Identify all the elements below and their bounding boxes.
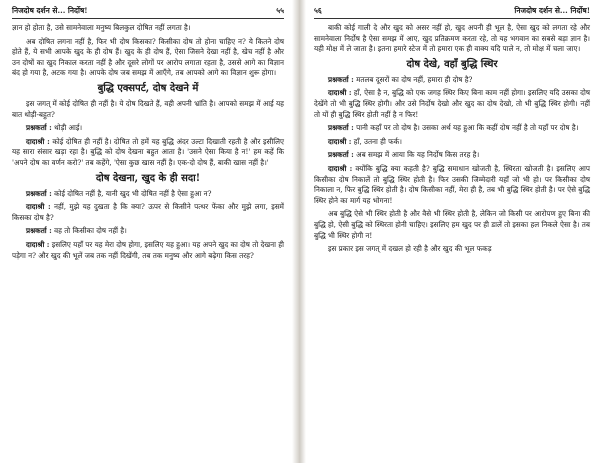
left-dialogue-q2 xyxy=(12,189,284,200)
left-dialogue-a3 xyxy=(12,240,284,261)
dialogue-text: अब समझ में आया कि यह निर्दोष किस तरह है। xyxy=(356,150,480,160)
dialogue-text: पानी कहाँ पर तो दोष है। उसका अर्थ यह हुआ कि कहीं दोष नहीं है तो यहाँ पर दोष है। xyxy=(356,123,579,133)
right-dialogue-q1 xyxy=(314,75,590,86)
dialogue-text: कोई दोषित ही नहीं है। दोषित तो हमें यह बुद्धि अंदर उल्टा दिखाती रहती है और इसीलिए यह सारा संसार खड़ा रहा है। बुद्धि को दोष देखना बहुत आता है। 'उसने ऐसा किया है न!' हम कहें कि 'अपने दोष का वर्णन करो?' तब कहेंगे, 'ऐसा कुछ खास नहीं है। एक-दो दोष हैं, बाकी खास नहीं है।' xyxy=(12,136,284,167)
right-dialogue-a1 xyxy=(314,88,590,120)
left-dialogue-a1 xyxy=(12,137,284,169)
dialogue-text: हाँ, उतना ही फर्क। xyxy=(353,136,402,146)
left-paragraph-2: अब दोषित लगना नहीं है, फिर भी दोष किसका? किसीका दोष तो होना चाहिए न? ये कितने दोष होते हैं, ये सभी आपके खुद के ही दोष हैं। खुद के ही दोष हैं, ऐसा जिसने देखा नहीं है, खेच नहीं है और उन दोषों का खुद निकाल करता नहीं है और दूसरे लोगों पर आरोप लगाता रहता है, उससे आगे का विज्ञान बंद हो गया है, अटक गया है। आपके दोष जब समझ में आएँगे, तब आपको आगे का विज्ञान शुरू होगा। xyxy=(12,36,284,78)
speaker-label: दादाश्री : xyxy=(328,136,352,146)
right-heading-1: दोष देखे, वहाँ बुद्धि स्थिर xyxy=(406,58,498,70)
right-page-header xyxy=(314,6,590,19)
dialogue-text: वह तो किसीका दोष नहीं है। xyxy=(54,226,127,236)
speaker-label: प्रश्नकर्ता : xyxy=(26,188,52,198)
dialogue-text: थोड़ी आई। xyxy=(54,123,83,133)
right-paragraph-3: इस प्रकार इस जगत् में दखल हो रही है और खुद की भूल फकड़ xyxy=(328,244,492,254)
speaker-label: प्रश्नकर्ता : xyxy=(328,123,354,133)
right-dialogue-q2 xyxy=(314,123,590,134)
left-paragraph-3: इस जगत् में कोई दोषित ही नहीं है। ये दोष दिखते हैं, वही अपनी भ्रांति है। आपको समझ में आई यह बात थोड़ी-बहुत? xyxy=(12,98,284,119)
speaker-label: प्रश्नकर्ता : xyxy=(328,150,354,160)
dialogue-text: क्योंकि बुद्धि क्या कहती है? बुद्धि समाधान खोजती है, स्थिरता खोजती है। इसलिए आप किसीका दोष निकालें तो बुद्धि स्थिर होती है। फिर उसकी जिम्मेदारी यहाँ जो भी हो। पर किसीका दोष निकाला न, फिर बुद्धि स्थिर होती है। दोष किसीका नहीं, मेरा ही है, तब भी बुद्धि स्थिर होती है। पर ऐसे बुद्धि स्थिर होने का मार्ग यह भोगना! xyxy=(314,163,590,205)
left-page xyxy=(0,0,292,463)
left-header-title: निजदोष दर्शन से... निर्दोष! xyxy=(12,6,88,15)
speaker-label: प्रश्नकर्ता : xyxy=(26,123,52,133)
left-paragraph-1: ज्ञान हो होता है, उसे सामनेवाला मनुष्य बिलकुल दोषित नहीं लगता है। xyxy=(12,23,191,32)
right-dialogue-a2 xyxy=(314,137,590,148)
right-dialogue-a3 xyxy=(314,164,590,206)
left-dialogue-q3 xyxy=(12,226,284,237)
right-page-number: ५६ xyxy=(314,6,322,15)
right-dialogue-q3 xyxy=(314,150,590,161)
dialogue-text: कोई दोषित नहीं है, यानी खुद भी दोषित नहीं है ऐसा हुआ न? xyxy=(54,188,212,198)
speaker-label: प्रश्नकर्ता : xyxy=(328,74,354,84)
dialogue-text: इसलिए यहाँ पर यह मेरा दोष होगा, इसलिए यह हुआ। यह अपने खुद का दोष तो देखना ही पड़ेगा न? और खुद की भूलें जब तक नहीं दिखेंगी, तब तक मनुष्य और आगे बढ़ेगा किस तरह? xyxy=(12,239,284,260)
speaker-label: प्रश्नकर्ता : xyxy=(26,226,52,236)
left-heading-1: बुद्धि एक्सपर्ट, दोष देखने में xyxy=(97,82,199,94)
speaker-label: दादाश्री : xyxy=(26,136,50,146)
dialogue-text: हाँ, ऐसा है न, बुद्धि को एक जगह स्थिर किए बिना काम नहीं होगा। इसलिए यदि उसका दोष देखेंगे तो भी बुद्धि स्थिर होगी। और उसे निर्दोष देखो और खुद का दोष देखो, तो भी बुद्धि स्थिर होगी। नहीं तो यों ही बुद्धि स्थिर होती नहीं है न फिर! xyxy=(314,88,591,119)
right-header-title: निजदोष दर्शन से... निर्दोष! xyxy=(514,6,590,15)
right-paragraph-1: बाकी कोई गाली दे और खुद को असर नहीं हो, खुद अपनी ही भूल है, ऐसा खुद को लगता रहे और सामनेवाला निर्दोष है ऐसा समझ में आए, खुद प्रतिक्रमण करता रहे, तो यह भगवान का सबसे बड़ा ज्ञान है। यही मोक्ष में ले जाता है। इतना हमारे स्टेज में तो हमारा एक ही वाक्य यदि पाले न, तो मोक्ष में चला जाए। xyxy=(314,23,590,54)
speaker-label: दादाश्री : xyxy=(328,88,352,98)
left-page-number: ५५ xyxy=(276,6,284,15)
left-dialogue-q1 xyxy=(12,123,284,134)
right-paragraph-2: अब बुद्धि ऐसे भी स्थिर होती है और वैसे भी स्थिर होती है, लेकिन जो किसी पर आरोपण हुए बिना की बुद्धि हो, ऐसी बुद्धि को स्थिरता होनी चाहिए। इसलिए हम खुद पर ही डालें तो इसका हल निकले ऐसा है। तब बुद्धि भी स्थिर होगी न! xyxy=(314,209,590,240)
speaker-label: दादाश्री : xyxy=(328,163,353,173)
speaker-label: दादाश्री : xyxy=(26,239,50,249)
left-heading-2: दोष देखना, खुद के ही सदा! xyxy=(95,172,201,184)
book-gutter xyxy=(292,0,306,463)
dialogue-text: नहीं, मुझे यह दुखता है कि क्या? ऊपर से किसीने पत्थर फेंका और मुझे लगा, इसमें किसका दोष है? xyxy=(12,202,284,222)
right-page xyxy=(306,0,600,463)
speaker-label: दादाश्री : xyxy=(26,202,51,212)
dialogue-text: मतलब दूसरों का दोष नहीं, हमारा ही दोष है? xyxy=(356,74,473,84)
left-page-header xyxy=(12,6,284,19)
left-dialogue-a2 xyxy=(12,202,284,223)
